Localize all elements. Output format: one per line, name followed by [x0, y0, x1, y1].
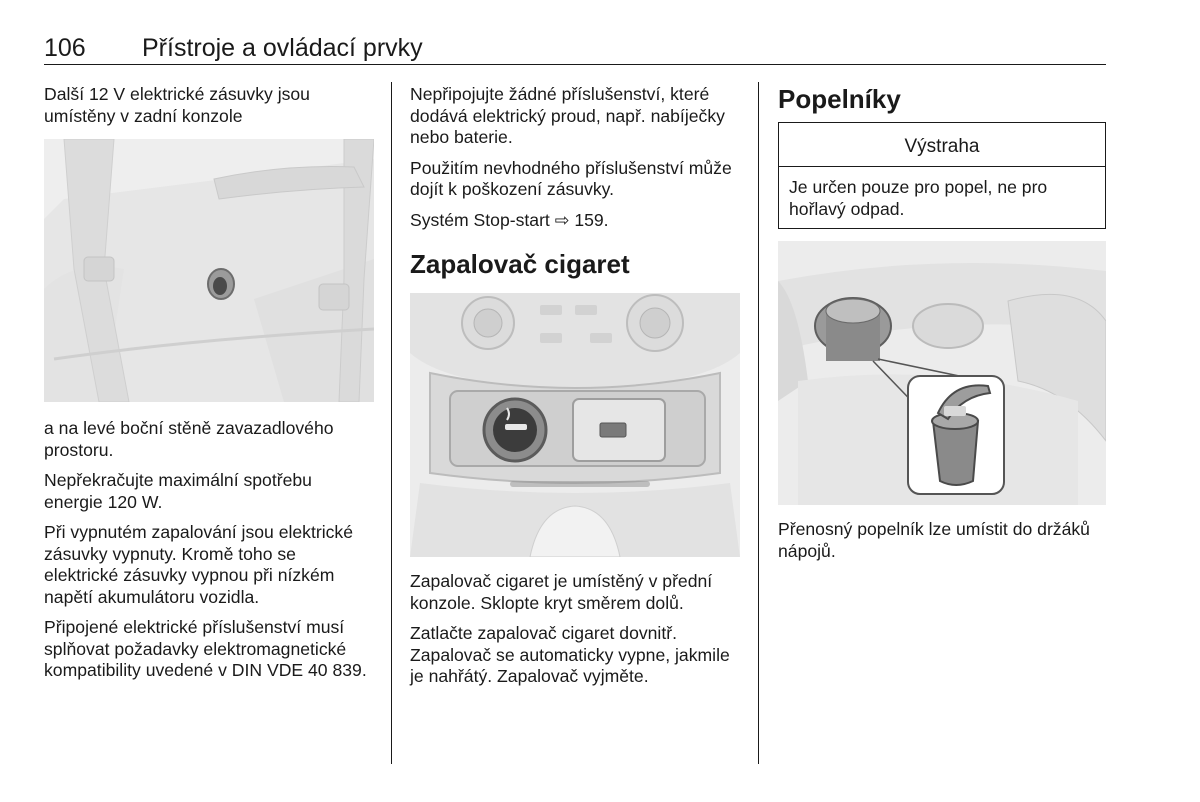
ashtray-illustration [778, 241, 1106, 505]
paragraph-lighter-use: Zatlačte zapalovač cigaret dovnitř. Zapalovač se automaticky vypne, jakmile je nahřátý. Zapalovač vyjměte. [410, 623, 730, 686]
paragraph-lighter-location: Zapalovač cigaret je umístěný v přední konzole. Sklopte kryt směrem dolů. [410, 571, 713, 613]
page-number: 106 [44, 34, 86, 62]
cigarette-lighter-illustration [410, 293, 740, 557]
section-title: Přístroje a ovládací prvky [142, 34, 423, 62]
paragraph-stop-start: Systém Stop-start ⇨ 159. [410, 209, 609, 230]
warning-text: Je určen pouze pro popel, ne pro hořlavý odpad. [789, 177, 1048, 219]
heading-ashtrays: Popelníky [778, 84, 901, 114]
warning-title: Výstraha [779, 123, 1105, 167]
heading-cigarette-lighter: Zapalovač cigaret [410, 249, 630, 279]
paragraph-emc: Připojené elektrické příslušenství musí splňovat požadavky elektromagnetické kompatibility uvedené v DIN VDE 40 839. [44, 617, 367, 680]
column-3 [778, 84, 1108, 571]
column-divider-2 [758, 82, 759, 764]
paragraph-ignition-off: Při vypnutém zapalování jsou elektrické zásuvky vypnuty. Kromě toho se elektrické zásuvky vypnou při nízkém napětí akumulátoru vozidla. [44, 522, 354, 607]
page-header [44, 30, 1106, 65]
warning-box [778, 122, 1106, 229]
column-divider-1 [391, 82, 392, 764]
column-1 [44, 84, 374, 691]
paragraph-no-chargers: Nepřipojujte žádné příslušenství, které dodává elektrický proud, např. nabíječky nebo baterie. [410, 84, 725, 147]
column-2 [410, 84, 740, 697]
paragraph-power-limit: Nepřekračujte maximální spotřebu energie 120 W. [44, 470, 312, 512]
paragraph-rear-sockets: Další 12 V elektrické zásuvky jsou umístěny v zadní konzole [44, 84, 310, 126]
paragraph-damage: Použitím nevhodného příslušenství může dojít k poškození zásuvky. [410, 157, 732, 199]
paragraph-ashtray-location: Přenosný popelník lze umístit do držáků nápojů. [778, 519, 1090, 561]
paragraph-cargo-wall: a na levé boční stěně zavazadlového prostoru. [44, 418, 334, 460]
rear-console-socket-illustration [44, 139, 374, 402]
